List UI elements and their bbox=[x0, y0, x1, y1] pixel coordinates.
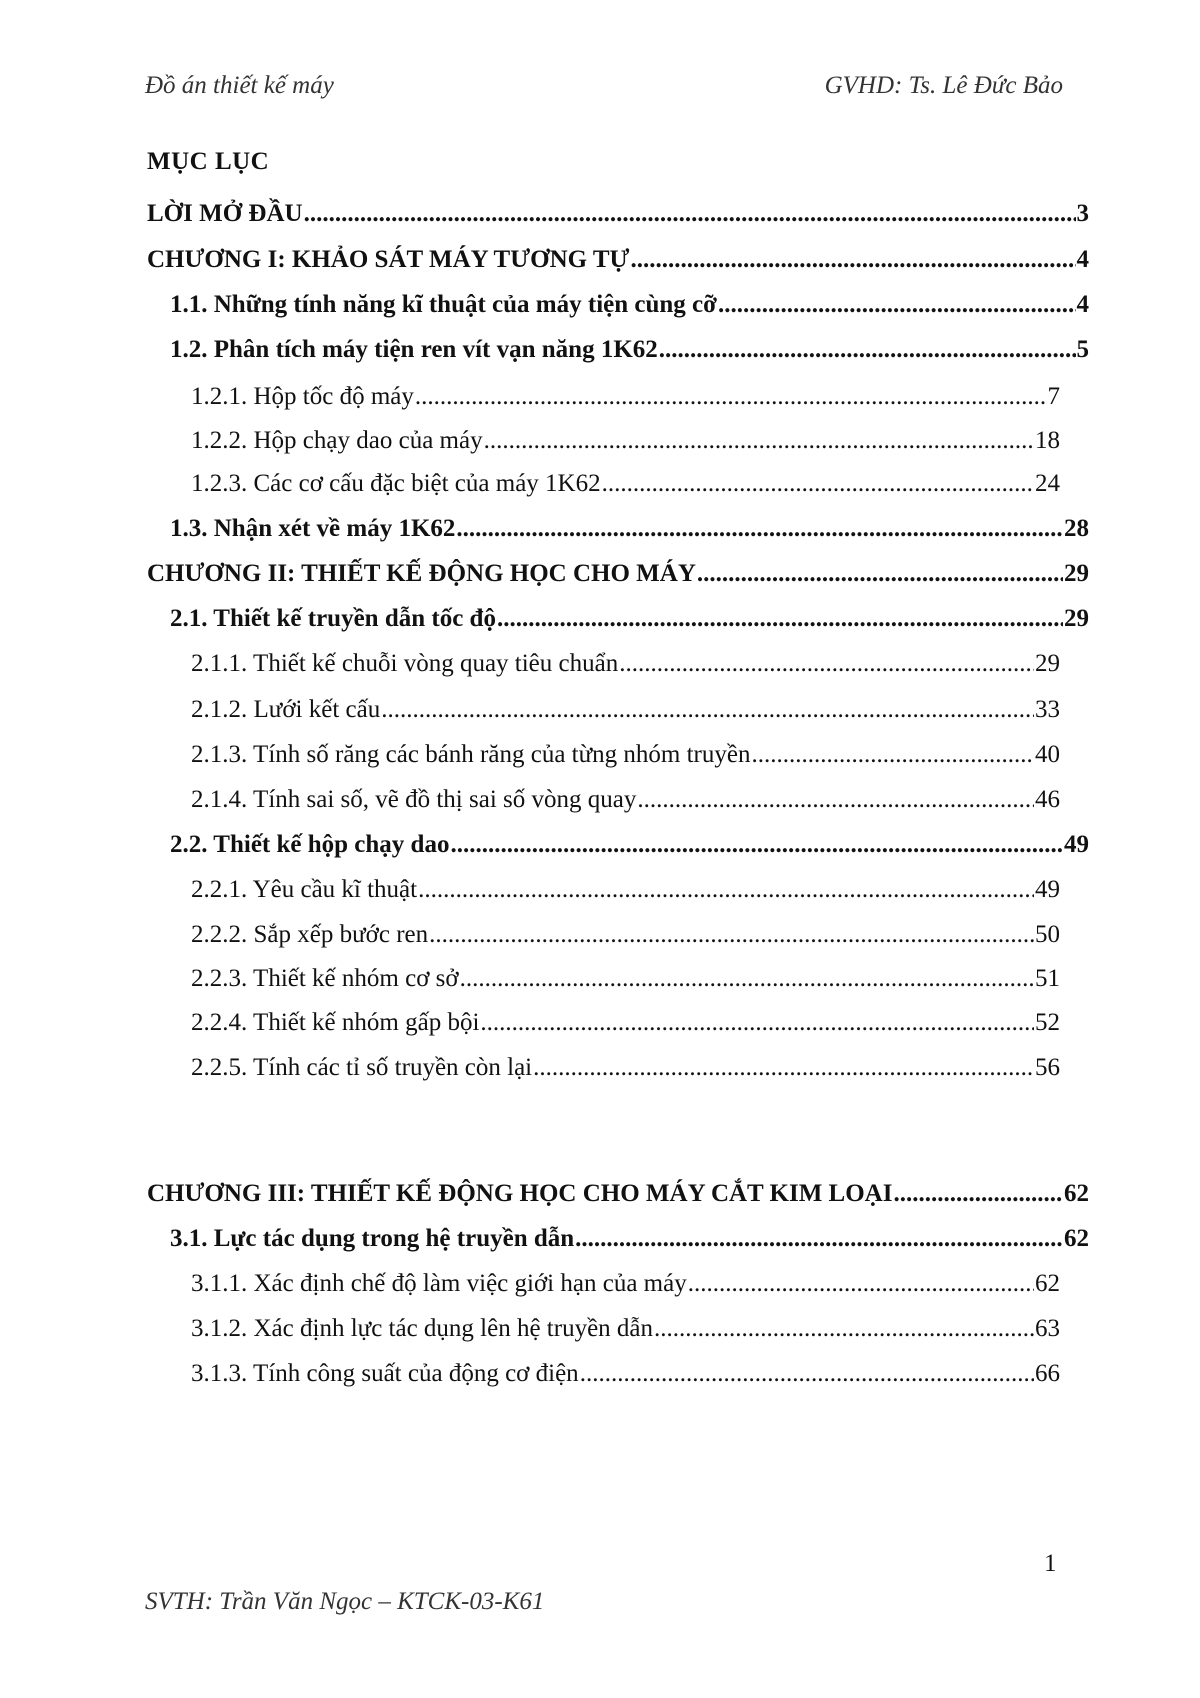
header-document-title: Đồ án thiết kế máy bbox=[145, 72, 334, 99]
toc-entry[interactable] bbox=[170, 1224, 1089, 1254]
toc-entry[interactable] bbox=[147, 1179, 1089, 1209]
toc-entry-label: 2.2.3. Thiết kế nhóm cơ sở bbox=[191, 965, 459, 992]
page-number: 1 bbox=[1044, 1550, 1057, 1577]
toc-entry-page: 51 bbox=[1035, 965, 1060, 992]
toc-entry-page: 62 bbox=[1035, 1270, 1060, 1297]
toc-leader-dots bbox=[381, 695, 1034, 725]
toc-entry-page: 28 bbox=[1064, 515, 1089, 542]
toc-entry[interactable] bbox=[170, 604, 1089, 634]
toc-leader-dots bbox=[688, 1269, 1034, 1299]
toc-entry-label: 2.2.4. Thiết kế nhóm gấp bội bbox=[191, 1009, 480, 1036]
toc-leader-dots bbox=[619, 649, 1034, 679]
toc-entry-label: CHƯƠNG II: THIẾT KẾ ĐỘNG HỌC CHO MÁY bbox=[147, 560, 696, 587]
toc-entry-label: 2.1.4. Tính sai số, vẽ đồ thị sai số vòng quay bbox=[191, 786, 637, 813]
toc-entry[interactable] bbox=[170, 335, 1089, 365]
toc-leader-dots bbox=[602, 469, 1034, 499]
toc-entry[interactable] bbox=[191, 740, 1060, 770]
toc-entry-page: 49 bbox=[1035, 876, 1060, 903]
toc-entry[interactable] bbox=[191, 382, 1060, 412]
toc-leader-dots bbox=[697, 559, 1063, 589]
toc-entry-page: 50 bbox=[1035, 921, 1060, 948]
toc-entry-label: 3.1. Lực tác dụng trong hệ truyền dẫn bbox=[170, 1225, 575, 1252]
footer-student: SVTH: Trần Văn Ngọc – KTCK-03-K61 bbox=[145, 1588, 545, 1615]
toc-leader-dots bbox=[718, 290, 1076, 320]
toc-leader-dots bbox=[637, 785, 1034, 815]
toc-entry-label: 3.1.1. Xác định chế độ làm việc giới hạn của máy bbox=[191, 1270, 687, 1297]
toc-leader-dots bbox=[533, 1053, 1034, 1083]
toc-leader-dots bbox=[415, 382, 1047, 412]
toc-entry-label: 1.2. Phân tích máy tiện ren vít vạn năng 1K62 bbox=[170, 336, 658, 363]
toc-entry-page: 63 bbox=[1035, 1315, 1060, 1342]
toc-entry-page: 56 bbox=[1035, 1054, 1060, 1081]
toc-leader-dots bbox=[429, 920, 1034, 950]
toc-leader-dots bbox=[304, 199, 1076, 229]
toc-entry-page: 4 bbox=[1076, 246, 1089, 273]
toc-entry-label: 1.3. Nhận xét về máy 1K62 bbox=[170, 515, 456, 542]
toc-entry-label: 2.2.5. Tính các tỉ số truyền còn lại bbox=[191, 1054, 533, 1081]
toc-leader-dots bbox=[751, 740, 1034, 770]
toc-leader-dots bbox=[484, 426, 1034, 456]
toc-entry[interactable] bbox=[191, 1269, 1060, 1299]
toc-leader-dots bbox=[497, 604, 1063, 634]
toc-entry[interactable] bbox=[191, 920, 1060, 950]
toc-entry-page: 4 bbox=[1076, 291, 1089, 318]
toc-entry-page: 49 bbox=[1064, 831, 1089, 858]
toc-entry-page: 33 bbox=[1035, 696, 1060, 723]
toc-entry-label: 2.1.2. Lưới kết cấu bbox=[191, 696, 381, 723]
toc-leader-dots bbox=[580, 1359, 1034, 1389]
toc-entry-page: 40 bbox=[1035, 741, 1060, 768]
toc-entry-label: 1.2.2. Hộp chạy dao của máy bbox=[191, 427, 483, 454]
toc-entry-label: CHƯƠNG I: KHẢO SÁT MÁY TƯƠNG TỰ bbox=[147, 246, 630, 273]
toc-leader-dots bbox=[480, 1008, 1034, 1038]
toc-entry[interactable] bbox=[170, 830, 1089, 860]
toc-entry-page: 5 bbox=[1076, 336, 1089, 363]
toc-entry-page: 7 bbox=[1047, 383, 1060, 410]
toc-entry[interactable] bbox=[170, 514, 1089, 544]
toc-entry[interactable] bbox=[147, 559, 1089, 589]
toc-entry[interactable] bbox=[191, 1359, 1060, 1389]
toc-leader-dots bbox=[575, 1224, 1063, 1254]
toc-leader-dots bbox=[893, 1179, 1063, 1209]
toc-entry-label: 3.1.2. Xác định lực tác dụng lên hệ truyền dẫn bbox=[191, 1315, 654, 1342]
toc-leader-dots bbox=[450, 830, 1063, 860]
toc-entry-page: 29 bbox=[1064, 560, 1089, 587]
toc-leader-dots bbox=[659, 335, 1076, 365]
toc-leader-dots bbox=[630, 245, 1075, 275]
toc-entry[interactable] bbox=[191, 875, 1060, 905]
toc-leader-dots bbox=[460, 964, 1034, 994]
toc-entry[interactable] bbox=[191, 1008, 1060, 1038]
toc-entry[interactable] bbox=[191, 964, 1060, 994]
toc-entry-label: 2.2.1. Yêu cầu kĩ thuật bbox=[191, 876, 418, 903]
toc-title: MỤC LỤC bbox=[147, 148, 270, 175]
toc-entry-page: 52 bbox=[1035, 1009, 1060, 1036]
toc-leader-dots bbox=[418, 875, 1034, 905]
toc-entry[interactable] bbox=[147, 199, 1089, 229]
toc-entry-page: 66 bbox=[1035, 1360, 1060, 1387]
toc-entry-label: 3.1.3. Tính công suất của động cơ điện bbox=[191, 1360, 579, 1387]
toc-entry-page: 29 bbox=[1064, 605, 1089, 632]
toc-entry[interactable] bbox=[147, 245, 1089, 275]
toc-entry[interactable] bbox=[191, 426, 1060, 456]
header-advisor: GVHD: Ts. Lê Đức Bảo bbox=[824, 72, 1063, 99]
toc-leader-dots bbox=[654, 1314, 1034, 1344]
toc-entry-label: 1.2.3. Các cơ cấu đặc biệt của máy 1K62 bbox=[191, 470, 601, 497]
toc-entry[interactable] bbox=[191, 1053, 1060, 1083]
toc-entry-label: 2.1.3. Tính số răng các bánh răng của từng nhóm truyền bbox=[191, 741, 751, 768]
toc-entry[interactable] bbox=[191, 649, 1060, 679]
toc-entry[interactable] bbox=[191, 469, 1060, 499]
toc-leader-dots bbox=[456, 514, 1063, 544]
toc-entry-page: 62 bbox=[1064, 1180, 1089, 1207]
toc-entry[interactable] bbox=[191, 1314, 1060, 1344]
toc-entry-label: 1.1. Những tính năng kĩ thuật của máy tiện cùng cỡ bbox=[170, 291, 717, 318]
toc-entry-page: 3 bbox=[1076, 200, 1089, 227]
toc-entry-label: 2.2. Thiết kế hộp chạy dao bbox=[170, 831, 450, 858]
toc-entry-label: LỜI MỞ ĐẦU bbox=[147, 200, 303, 227]
toc-entry[interactable] bbox=[191, 695, 1060, 725]
toc-entry[interactable] bbox=[170, 290, 1089, 320]
toc-entry-label: CHƯƠNG III: THIẾT KẾ ĐỘNG HỌC CHO MÁY CẮT KIM LOẠI bbox=[147, 1180, 893, 1207]
toc-entry-label: 2.2.2. Sắp xếp bước ren bbox=[191, 921, 429, 948]
toc-entry[interactable] bbox=[191, 785, 1060, 815]
toc-entry-page: 18 bbox=[1035, 427, 1060, 454]
toc-entry-page: 46 bbox=[1035, 786, 1060, 813]
toc-entry-page: 24 bbox=[1035, 470, 1060, 497]
toc-entry-label: 2.1. Thiết kế truyền dẫn tốc độ bbox=[170, 605, 496, 632]
toc-entry-label: 2.1.1. Thiết kế chuỗi vòng quay tiêu chuẩn bbox=[191, 650, 619, 677]
toc-entry-page: 29 bbox=[1035, 650, 1060, 677]
toc-entry-label: 1.2.1. Hộp tốc độ máy bbox=[191, 383, 414, 410]
toc-entry-page: 62 bbox=[1064, 1225, 1089, 1252]
